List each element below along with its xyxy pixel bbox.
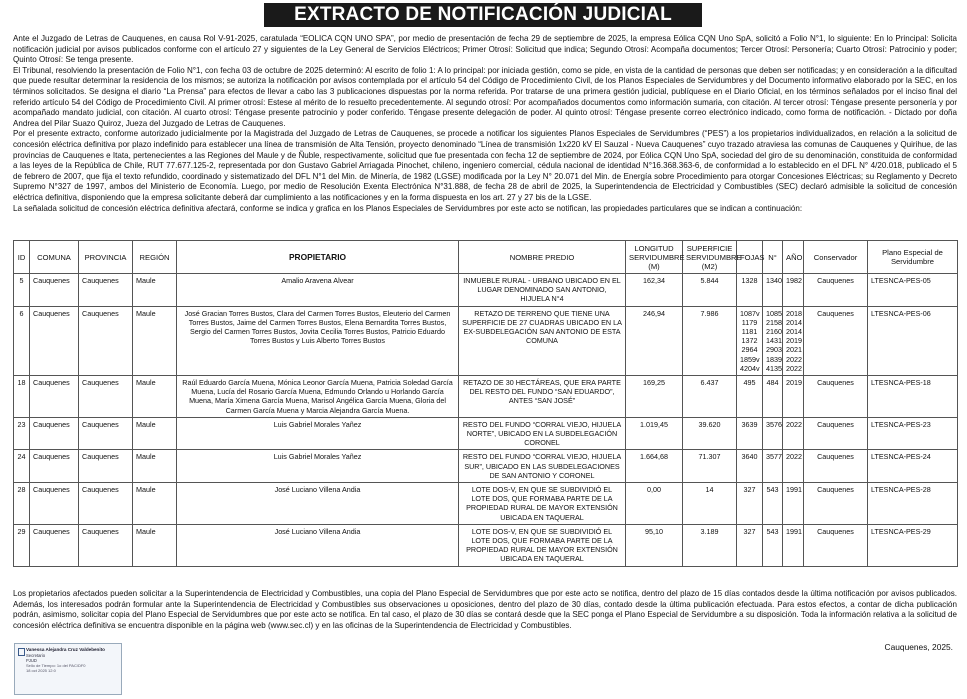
fojas-value: 3640 — [741, 452, 758, 462]
signer-role: Secretario — [26, 653, 46, 658]
cell-comuna: Cauquenes — [30, 417, 79, 450]
cell-anio — [783, 274, 804, 307]
table-row — [14, 306, 958, 375]
header-plano: Plano Especial de Servidumbre — [868, 241, 958, 274]
header-region: REGIÓN — [133, 241, 177, 274]
header-predio: NOMBRE PREDIO — [459, 241, 626, 274]
numero-value: 2903 — [766, 345, 782, 355]
signer-name: Vanessa Alejandra Cruz Valdebenito — [26, 647, 105, 652]
cell-propietario: José Luciano Villena Andia — [177, 483, 459, 525]
cell-propietario: Luis Gabriel Morales Yañez — [177, 450, 459, 483]
cell-predio: RESTO DEL FUNDO “CORRAL VIEJO, HIJUELA SUR”, UBICADO EN LAS SUBDELEGACIONES DE SAN ANTONIO Y CORONEL — [459, 450, 626, 483]
cell-numero — [763, 274, 783, 307]
numero-value: 3577 — [766, 452, 782, 462]
table-body — [14, 274, 958, 567]
cell-longitud: 95,10 — [626, 524, 683, 566]
header-id: ID — [14, 241, 30, 274]
cell-plano: LTESNCA-PES-29 — [868, 524, 958, 566]
header-anio: AÑO — [783, 241, 804, 274]
cell-region: Maule — [133, 524, 177, 566]
cell-plano: LTESNCA-PES-18 — [868, 376, 958, 418]
header-comuna: COMUNA — [30, 241, 79, 274]
anio-value: 1982 — [786, 276, 802, 285]
properties-table — [13, 240, 958, 567]
cell-plano: LTESNCA-PES-06 — [868, 306, 958, 375]
cell-numero — [763, 450, 783, 483]
cell-plano: LTESNCA-PES-28 — [868, 483, 958, 525]
cell-region: Maule — [133, 376, 177, 418]
cell-propietario: José Luciano Villena Andia — [177, 524, 459, 566]
place-date: Cauquenes, 2025. — [884, 642, 953, 652]
cell-comuna: Cauquenes — [30, 450, 79, 483]
cell-anio — [783, 376, 804, 418]
anio-value: 2022 — [786, 452, 802, 462]
cell-predio: RESTO DEL FUNDO “CORRAL VIEJO, HIJUELA NORTE”, UBICADO EN LA SUBDELEGACIÓN CORONEL — [459, 417, 626, 450]
cell-anio — [783, 483, 804, 525]
cell-propietario: José Gracian Torres Bustos, Clara del Carmen Torres Bustos, Eleuterio del Carmen Torres Bustos, Jaime del Carmen Torres Bustos, Elena Bernardita Torres Bustos, Sergio del Carmen Torres Bustos, Jovita Cecilia Torres Bustos, Patricio Eduardo Torres Bustos y Luis Alberto Torres Bustos — [177, 306, 459, 375]
cell-predio: LOTE DOS-V, EN QUE SE SUBDIVIDIÓ EL LOTE DOS, QUE FORMABA PARTE DE LA PROPIEDAD RURAL DE MAYOR EXTENSIÓN UBICADA EN TAQUERAL — [459, 483, 626, 525]
fojas-value: 1859v — [740, 354, 760, 364]
cell-propietario: Luis Gabriel Morales Yañez — [177, 417, 459, 450]
numero-value: 2158 — [766, 317, 782, 327]
fojas-value: 327 — [743, 485, 756, 495]
cell-conservador: Cauquenes — [804, 450, 868, 483]
table-row — [14, 376, 958, 418]
header-superficie: SUPERFICIE SERVIDUMBRE (M2) — [683, 241, 737, 274]
cell-conservador: Cauquenes — [804, 483, 868, 525]
signature-timestamp: 18 oct 2025 12:0 — [26, 668, 56, 673]
cell-provincia: Cauquenes — [79, 376, 133, 418]
cell-anio — [783, 450, 804, 483]
anio-value: 1991 — [786, 526, 802, 536]
anio-value: 2021 — [786, 345, 802, 355]
cell-provincia: Cauquenes — [79, 483, 133, 525]
numero-value: 543 — [766, 526, 779, 536]
cell-comuna: Cauquenes — [30, 524, 79, 566]
cell-id: 6 — [14, 306, 30, 375]
header-propietario: PROPIETARIO — [177, 241, 459, 274]
cell-plano: LTESNCA-PES-05 — [868, 274, 958, 307]
cell-fojas — [737, 483, 763, 525]
numero-value: 1085 — [766, 308, 782, 318]
table-row — [14, 417, 958, 450]
fojas-value: 1087v — [740, 308, 760, 318]
cell-region: Maule — [133, 274, 177, 307]
fojas-value: 1328 — [741, 276, 758, 285]
cell-propietario: Raúl Eduardo García Muena, Mónica Leonor García Muena, Patricia Soledad García Muena, Lucía del Rosario García Muena, Edmundo Orlando u Horlando García Muena, María Ximena García Muena, Marisol Angélica García Muena, Gloria del Carmen García Muena y Marcia Alejandra García Muena. — [177, 376, 459, 418]
signature-timestamp-label: Sello de Tiempo: 1o del PAC/DF0 — [26, 663, 86, 668]
cell-fojas — [737, 274, 763, 307]
anio-value: 2014 — [786, 327, 802, 337]
numero-value: 1340 — [766, 276, 782, 285]
table-header-row — [14, 241, 958, 274]
header-conservador: Conservador — [804, 241, 868, 274]
numero-value: 1431 — [766, 336, 782, 346]
anio-value: 1991 — [786, 485, 802, 495]
anio-value: 2022 — [786, 354, 802, 364]
fojas-value: 1181 — [741, 327, 758, 337]
cell-id: 29 — [14, 524, 30, 566]
cell-fojas — [737, 376, 763, 418]
cell-region: Maule — [133, 450, 177, 483]
cell-fojas — [737, 524, 763, 566]
cell-comuna: Cauquenes — [30, 376, 79, 418]
cell-longitud: 1.019,45 — [626, 417, 683, 450]
cell-provincia: Cauquenes — [79, 274, 133, 307]
table-row — [14, 450, 958, 483]
cell-comuna: Cauquenes — [30, 274, 79, 307]
table-row — [14, 483, 958, 525]
cell-anio — [783, 306, 804, 375]
numero-value: 484 — [766, 378, 779, 388]
cell-propietario: Amalio Aravena Alvear — [177, 274, 459, 307]
cell-conservador: Cauquenes — [804, 306, 868, 375]
fojas-value: 1179 — [741, 317, 758, 327]
header-numero: N° — [763, 241, 783, 274]
cell-id: 28 — [14, 483, 30, 525]
header-longitud: LONGITUD SERVIDUMBRE (M) — [626, 241, 683, 274]
cell-longitud: 169,25 — [626, 376, 683, 418]
anio-value: 2018 — [786, 308, 802, 318]
table-row — [14, 524, 958, 566]
numero-value: 4135 — [766, 363, 782, 373]
cell-longitud: 246,94 — [626, 306, 683, 375]
cell-superficie: 39.620 — [683, 417, 737, 450]
cell-conservador: Cauquenes — [804, 274, 868, 307]
table-row — [14, 274, 958, 307]
cell-region: Maule — [133, 483, 177, 525]
cell-id: 18 — [14, 376, 30, 418]
cell-comuna: Cauquenes — [30, 306, 79, 375]
anio-value: 2022 — [786, 363, 802, 373]
fojas-value: 327 — [743, 526, 756, 536]
fojas-value: 1372 — [741, 336, 758, 346]
anio-value: 2019 — [786, 378, 802, 388]
cell-superficie: 7.986 — [683, 306, 737, 375]
cell-id: 5 — [14, 274, 30, 307]
signer-court: PJUD — [26, 658, 37, 663]
cell-superficie: 3.189 — [683, 524, 737, 566]
header-provincia: PROVINCIA — [79, 241, 133, 274]
paragraph-properties-intro: La señalada solicitud de concesión eléctrica definitiva afectará, conforme se indica y grafica en los Planos Especiales de Servidumbres por este acto se notifican, las propiedades particulares que se indican a continuación: — [13, 203, 803, 213]
cell-superficie: 5.844 — [683, 274, 737, 307]
fojas-value: 3639 — [741, 419, 758, 429]
cell-conservador: Cauquenes — [804, 524, 868, 566]
header-fojas: FOJAS — [737, 241, 763, 274]
cell-conservador: Cauquenes — [804, 417, 868, 450]
cell-plano: LTESNCA-PES-24 — [868, 450, 958, 483]
electronic-signature-stamp — [14, 643, 122, 695]
cell-anio — [783, 417, 804, 450]
cell-numero — [763, 524, 783, 566]
cell-fojas — [737, 417, 763, 450]
cell-provincia: Cauquenes — [79, 417, 133, 450]
cell-superficie: 6.437 — [683, 376, 737, 418]
anio-value: 2014 — [786, 317, 802, 327]
cell-longitud: 0,00 — [626, 483, 683, 525]
cell-id: 24 — [14, 450, 30, 483]
cell-numero — [763, 376, 783, 418]
cell-superficie: 14 — [683, 483, 737, 525]
numero-value: 3576 — [766, 419, 782, 429]
seal-icon — [18, 648, 25, 656]
notice-body — [13, 34, 957, 214]
fojas-value: 495 — [743, 378, 756, 388]
page-title: EXTRACTO DE NOTIFICACIÓN JUDICIAL — [264, 3, 702, 27]
footer-notice: Los propietarios afectados pueden solicitar a la Superintendencia de Electricidad y Combustibles, una copia del Plano Especial de Servidumbres que por este acto se notifica, dentro del plazo de 15 días contados desde la última notificación por avisos publicados. Además, los interesados podrán formular ante la Superintendencia de Electricidad y Combustibles sus observaciones u oposiciones, dentro del plazo de 30 días, contado desde la última publicación efectuada. Para estos efectos, a contar de dicha publicación podrán, asimismo, solicitar copia del Plano Especial de Servidumbres que por este acto se notifica. En tal caso, el plazo de 30 días se contará desde que la SEC ponga el Plano Especial de Servidumbre a su disposición. Toda la información relativa a la solicitud de concesión eléctrica definitiva se encuentra disponible en la página web (www.sec.cl) y en las oficinas de la Superintendencia de Electricidad y Combustibles. — [13, 589, 957, 630]
paragraph-extract: Por el presente extracto, conforme autorizado judicialmente por la Magistrada del Juzgado de Letras de Cauquenes, se procede a notificar los siguientes Planos Especiales de Servidumbres (“PES”) a los propietarios individualizados, en relación a la solicitud de concesión eléctrica definitiva por plazo indefinido para establecer una línea de transmisión de Alta Tensión, proyecto denominado “Línea de transmisión 1x220 kV El Sauzal - Nueva Cauquenes” cuyo trazado atraviesa las comunas de Cauquenes y Quirihue, de las provincias de Cauquenes e Itata, pertenecientes a las Regiones del Maule y de Ñuble, respectivamente, solicitud que fue presentada con fecha 12 de septiembre de 2024, por Eólica CQN Uno SpA, sociedad del giro de su denominación, constituida de conformidad a las leyes de la República de Chile, RUT 77.677.125-2, representada por don Gustavo Gabriel Arriagada Pinochet, chileno, ingeniero comercial, cédula nacional de identidad N°16.368.363-6, de conformidad a lo establecido en el DFL N° 4/20.018, publicado el 5 de febrero de 2007, que fija el texto refundido, coordinado y sistematizado del DFL N°1 del Min. de Minería, de 1982 (LGSE) modificada por la Ley N° 20.071 del Min. de Energía sobre Procedimiento para otorgar Concesiones Eléctricas; su Reglamento y Decreto Supremo N°327 de 1997, ambos del Ministerio de Economía. Luego, por medio de Resolución Exenta Electrónica N°31.888, de fecha 28 de abril de 2025, la Superintendencia de Electricidad y Combustibles (SEC) declaró admisible la solicitud de concesión eléctrica definitiva, disponiendo que la empresa solicitante deberá dar cumplimiento a las notificaciones y en la forma dispuesta en los art. 27 y 27 bis de la LGSE. — [13, 129, 957, 202]
cell-id: 23 — [14, 417, 30, 450]
cell-provincia: Cauquenes — [79, 450, 133, 483]
cell-predio: LOTE DOS-V, EN QUE SE SUBDIVIDIÓ EL LOTE DOS, QUE FORMABA PARTE DE LA PROPIEDAD RURAL DE MAYOR EXTENSIÓN UBICADA EN TAQUERAL — [459, 524, 626, 566]
fojas-value: 2964 — [741, 345, 758, 355]
cell-plano: LTESNCA-PES-23 — [868, 417, 958, 450]
cell-region: Maule — [133, 306, 177, 375]
numero-value: 1839 — [766, 354, 782, 364]
cell-provincia: Cauquenes — [79, 524, 133, 566]
cell-predio: RETAZO DE TERRENO QUE TIENE UNA SUPERFICIE DE 27 CUADRAS UBICADO EN LA EX-SUBDELEGACIÓN SAN ANTONIO DE ESTA COMUNA — [459, 306, 626, 375]
cell-comuna: Cauquenes — [30, 483, 79, 525]
cell-numero — [763, 483, 783, 525]
numero-value: 543 — [766, 485, 779, 495]
cell-provincia: Cauquenes — [79, 306, 133, 375]
cell-region: Maule — [133, 417, 177, 450]
cell-anio — [783, 524, 804, 566]
cell-fojas — [737, 306, 763, 375]
cell-conservador: Cauquenes — [804, 376, 868, 418]
cell-numero — [763, 306, 783, 375]
numero-value: 2160 — [766, 327, 782, 337]
cell-superficie: 71.307 — [683, 450, 737, 483]
paragraph-request: Ante el Juzgado de Letras de Cauquenes, en causa Rol V-91-2025, caratulada “EOLICA CQN UNO SPA”, por medio de presentación de fecha 29 de septiembre de 2025, la empresa Eólica CQN Uno SpA, solicitó a Folio N°1, lo siguiente: En lo Principal: Solicita notificación judicial por avisos publicados conforme con el artículo 27 y siguientes de la Ley General de Servicios Eléctricos; Primer Otrosí: Solicitud que indica; Segundo Otrosí: Acompaña documentos; Tercer Otrosí: Personería; Cuarto Otrosí: Patrocinio y poder; Quinto Otrosí: Se tenga presente. — [13, 34, 957, 65]
cell-fojas — [737, 450, 763, 483]
fojas-value: 4204v — [740, 363, 760, 373]
anio-value: 2022 — [786, 419, 802, 429]
cell-numero — [763, 417, 783, 450]
cell-predio: RETAZO DE 30 HECTÁREAS, QUE ERA PARTE DEL RESTO DEL FUNDO “SAN EDUARDO”, ANTES “SAN JOSÉ” — [459, 376, 626, 418]
cell-longitud: 1.664,68 — [626, 450, 683, 483]
cell-longitud: 162,34 — [626, 274, 683, 307]
paragraph-resolution: El Tribunal, resolviendo la presentación de Folio N°1, con fecha 03 de octubre de 2025 determinó: Al escrito de folio 1: A lo principal: por iniciada gestión, como se pide, en vista de la cantidad de personas que deben ser notificadas; y en consideración a la dificultad que puede resultar determinar la residencia de los mismos; se autoriza la notificación por avisos contemplada por el artículo 54 del Código de Procedimiento Civil, de los Planos Especiales de Servidumbres y del Documento informativo elaborado por la SEC, en los términos solicitados. Se designa el diario “La Prensa” para efectos de llevar a cabo las 3 publicaciones dispuestas por la norma referida. Por tratarse de una primera gestión judicial, publíquese en el Diario Oficial, en los términos señalados por el inciso final del referido artículo 54 del Código de Procedimiento Civil. Al primer otrosí: Estese al mérito de lo resuelto precedentemente. Al segundo otrosí: Por acompañados documentos como información sumaria, con citación. Al tercer otrosí: Téngase presente personería y por acompañado mandato judicial, con citación. Al cuarto otrosí: Téngase presente patrocinio y poder conferido. Téngase presente delegación de poder. Al quinto otrosí: Téngase presente correo electrónico indicado, como forma de notificación. - Dictado por doña Andrea del Pilar Suazo Quiroz, Jueza del Juzgado de Letras de Cauquenes. — [13, 65, 957, 128]
cell-predio: INMUEBLE RURAL - URBANO UBICADO EN EL LUGAR DENOMINADO SAN ANTONIO, HIJUELA N°4 — [459, 274, 626, 307]
anio-value: 2019 — [786, 336, 802, 346]
